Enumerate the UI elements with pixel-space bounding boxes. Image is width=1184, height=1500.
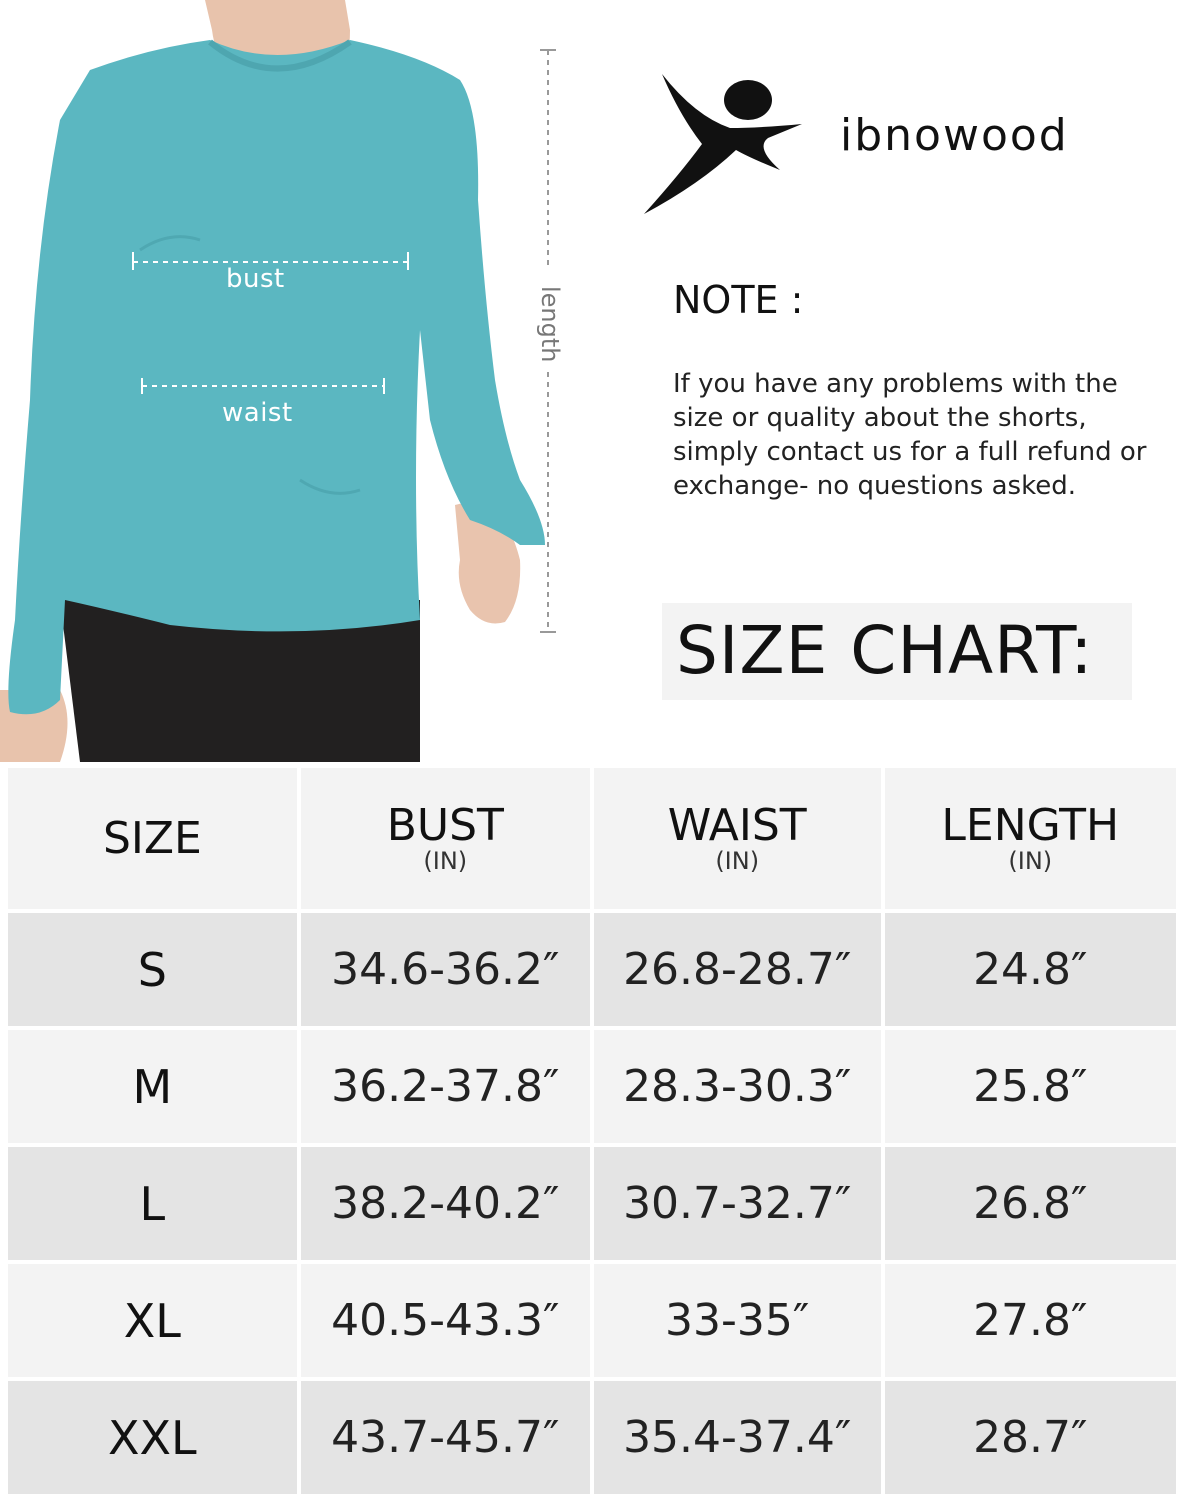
- header-bust: [301, 768, 590, 909]
- size-chart-heading: SIZE CHART:: [676, 612, 1094, 689]
- size-table: [4, 764, 1180, 1498]
- length-cell: 25.8″: [885, 1030, 1176, 1143]
- header-bust-label: BUST: [386, 799, 504, 851]
- table-row: [8, 1030, 1176, 1143]
- size-cell: M: [8, 1030, 297, 1143]
- header-length-label: LENGTH: [941, 799, 1120, 851]
- brand-name: ibnowood: [840, 110, 1069, 161]
- model-shirt-graphic: [0, 0, 600, 762]
- waist-cell: 33-35″: [594, 1264, 881, 1377]
- size-cell: L: [8, 1147, 297, 1260]
- waist-cell: 30.7-32.7″: [594, 1147, 881, 1260]
- length-cell: 24.8″: [885, 913, 1176, 1026]
- model-illustration: [0, 0, 600, 762]
- header-waist-unit: (IN): [715, 846, 760, 875]
- header-waist-label: WAIST: [667, 799, 807, 851]
- header-bust-unit: (IN): [423, 846, 468, 875]
- length-cell: 27.8″: [885, 1264, 1176, 1377]
- header-waist: [594, 768, 881, 909]
- waist-cell: 26.8-28.7″: [594, 913, 881, 1026]
- table-row: [8, 1381, 1176, 1494]
- table-header-row: [8, 768, 1176, 909]
- waist-cell: 35.4-37.4″: [594, 1381, 881, 1494]
- table-row: [8, 1264, 1176, 1377]
- bust-cell: 40.5-43.3″: [301, 1264, 590, 1377]
- size-cell: XXL: [8, 1381, 297, 1494]
- waist-cell: 28.3-30.3″: [594, 1030, 881, 1143]
- header-size-label: SIZE: [102, 812, 202, 864]
- table-row: [8, 913, 1176, 1026]
- table-row: [8, 1147, 1176, 1260]
- header-size: [8, 768, 297, 909]
- bust-cell: 34.6-36.2″: [301, 913, 590, 1026]
- length-label: length: [536, 286, 564, 363]
- bust-cell: 43.7-45.7″: [301, 1381, 590, 1494]
- size-cell: S: [8, 913, 297, 1026]
- header-length: [885, 768, 1176, 909]
- note-body: If you have any problems with the size or quality about the shorts, simply contact us for a full refund or exchange- no questions asked.: [673, 369, 1147, 501]
- bust-cell: 38.2-40.2″: [301, 1147, 590, 1260]
- note-heading: NOTE :: [673, 278, 804, 322]
- length-cell: 28.7″: [885, 1381, 1176, 1494]
- bust-cell: 36.2-37.8″: [301, 1030, 590, 1143]
- running-figure-logo-icon: [640, 66, 810, 216]
- header-length-unit: (IN): [1008, 846, 1053, 875]
- size-cell: XL: [8, 1264, 297, 1377]
- length-cell: 26.8″: [885, 1147, 1176, 1260]
- waist-label: waist: [222, 398, 293, 428]
- bust-label: bust: [226, 264, 285, 294]
